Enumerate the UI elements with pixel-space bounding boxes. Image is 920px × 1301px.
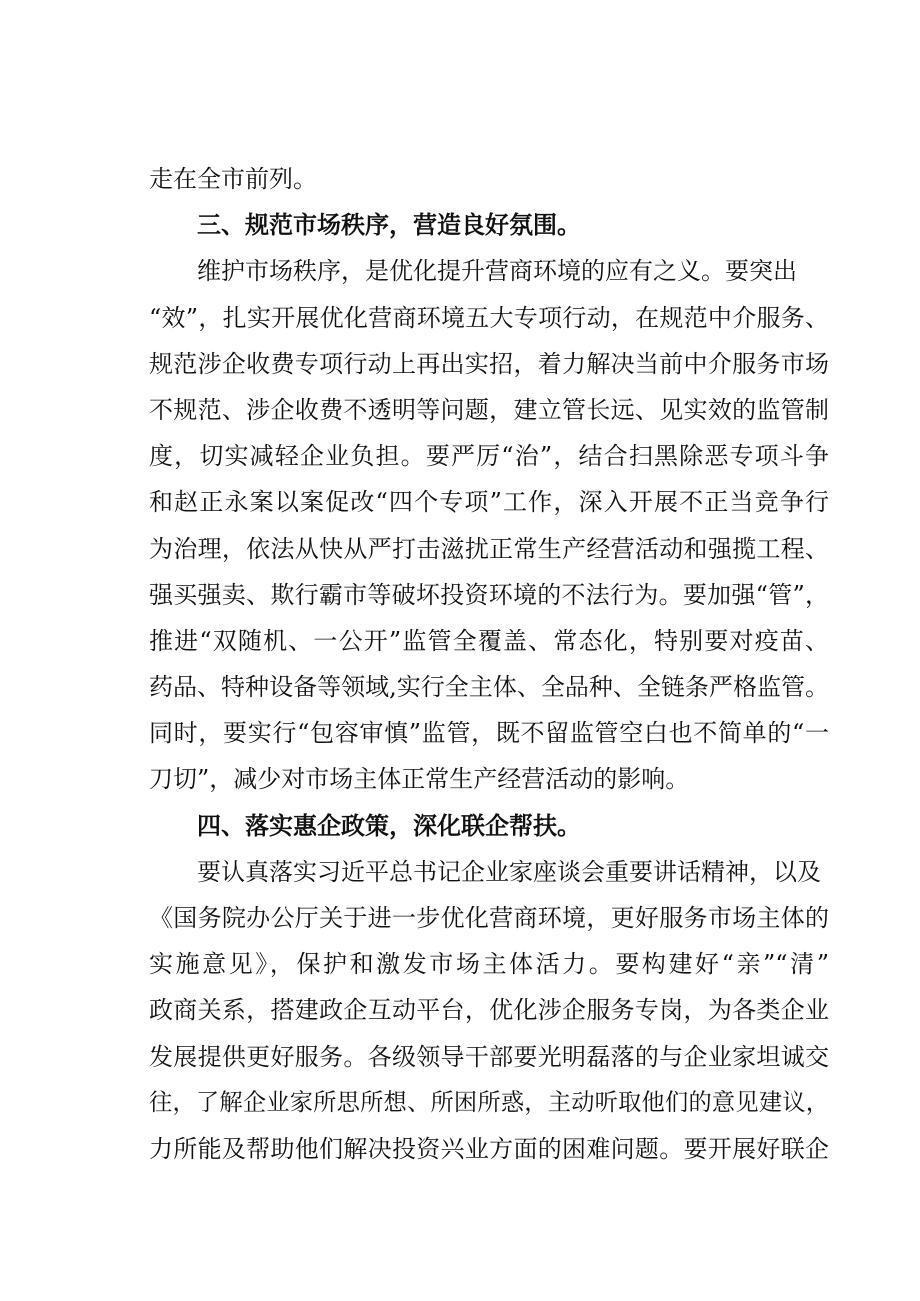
text-line: 规范涉企收费专项行动上再出实招，着力解决当前中介服务市场 — [149, 349, 829, 378]
text-line: “效”，扎实开展优化营商环境五大专项行动，在规范中介服务、 — [149, 303, 829, 332]
text-line: 发展提供更好服务。各级领导干部要光明磊落的与企业家坦诚交 — [149, 1042, 829, 1071]
text-line: 实施意见》，保护和激发市场主体活力。要构建好“亲”“清” — [149, 950, 829, 979]
text-line: 往，了解企业家所思所想、所困所惑，主动听取他们的意见建议， — [149, 1088, 829, 1116]
section-heading: 三、规范市场秩序，营造良好氛围。 — [197, 211, 581, 240]
text-line: 同时，要实行“包容审慎”监管，既不留监管空白也不简单的“一 — [149, 719, 829, 748]
text-line: 维护市场秩序，是优化提升营商环境的应有之义。要突出 — [197, 257, 797, 286]
text-line: 要认真落实习近平总书记企业家座谈会重要讲话精神，以及 — [197, 857, 821, 886]
text-line: 为治理，依法从快从严打击滋扰正常生产经营活动和强揽工程、 — [149, 534, 829, 563]
text-line: 和赵正永案以案促改“四个专项”工作，深入开展不正当竞争行 — [149, 488, 829, 517]
text-line: 走在全市前列。 — [149, 165, 317, 193]
text-line: 刀切”，减少对市场主体正常生产经营活动的影响。 — [149, 765, 690, 794]
text-line: 不规范、涉企收费不透明等问题，建立管长远、见实效的监管制 — [149, 395, 829, 424]
text-line: 强买强卖、欺行霸市等破坏投资环境的不法行为。要加强“管”， — [149, 580, 829, 609]
text-line: 药品、特种设备等领域,实行全主体、全品种、全链条严格监管。 — [149, 673, 829, 702]
text-line: 政商关系，搭建政企互动平台，优化涉企服务专岗，为各类企业 — [149, 996, 829, 1025]
document-body — [149, 156, 829, 1172]
text-line: 推进“双随机、一公开”监管全覆盖、常态化，特别要对疫苗、 — [149, 626, 829, 655]
section-heading: 四、落实惠企政策，深化联企帮扶。 — [197, 811, 581, 840]
text-line: 力所能及帮助他们解决投资兴业方面的困难问题。要开展好联企 — [149, 1134, 829, 1163]
text-line: 度，切实减轻企业负担。要严厉“治”，结合扫黑除恶专项斗争 — [149, 442, 829, 471]
text-line: 《国务院办公厅关于进一步优化营商环境，更好服务市场主体的 — [149, 904, 829, 932]
